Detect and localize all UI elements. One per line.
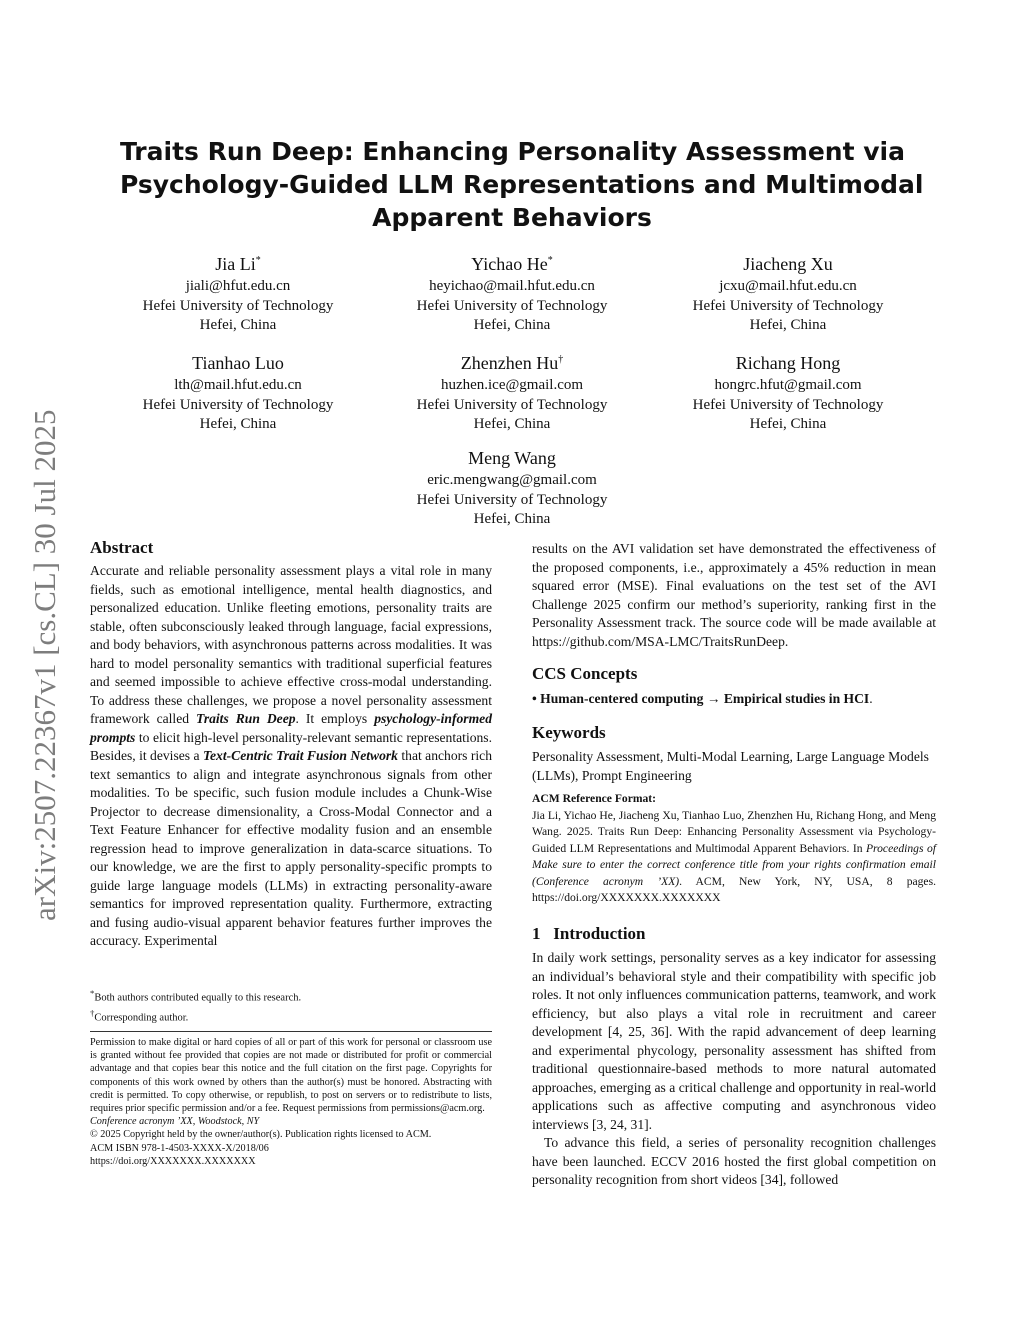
isbn-line: ACM ISBN 978-1-4503-XXXX-X/2018/06 <box>90 1142 269 1154</box>
author-block <box>643 250 933 336</box>
introduction-paragraph: To advance this field, a series of personality recognition challenges have been launched. ECCV 2016 hosted the first global competition on personality recognition from short videos [34], followed <box>532 1135 936 1187</box>
author-name: Zhenzhen Hu <box>460 353 559 373</box>
abstract-continued <box>532 540 936 651</box>
introduction-section <box>532 924 936 1190</box>
title-line: Apparent Behaviors <box>372 203 652 232</box>
author-name: Yichao He <box>471 254 548 274</box>
author-block <box>367 349 657 435</box>
author-affiliation: Hefei University of Technology <box>416 297 608 314</box>
author-affiliation: Hefei University of Technology <box>142 297 334 314</box>
corresponding-author-mark: † <box>558 354 564 365</box>
author-location: Hefei, China <box>199 317 277 333</box>
proceedings-title: Proceedings of Make sure to enter the correct conference title from your rights confirmation email (Conference acronym ’XX) <box>532 841 936 888</box>
author-location: Hefei, China <box>749 317 827 333</box>
author-email: jcxu@mail.hfut.edu.cn <box>719 278 857 294</box>
author-location: Hefei, China <box>473 511 551 527</box>
framework-name: Traits Run Deep <box>196 711 296 726</box>
author-block <box>367 444 657 530</box>
author-email: hongrc.hfut@gmail.com <box>714 377 862 393</box>
author-location: Hefei, China <box>199 416 277 432</box>
paper-title <box>120 135 924 234</box>
author-name: Richang Hong <box>735 353 841 373</box>
keywords-section <box>532 723 936 785</box>
author-email: heyichao@mail.hfut.edu.cn <box>429 278 595 294</box>
author-name: Tianhao Luo <box>192 353 284 373</box>
author-affiliation: Hefei University of Technology <box>142 396 334 413</box>
arxiv-identifier: arXiv:2507.22367v1 [cs.CL] 30 Jul 2025 <box>27 409 62 921</box>
equal-contribution-mark: * <box>255 255 261 266</box>
section-number: 1 <box>532 924 541 943</box>
acm-reference-format <box>532 791 936 907</box>
author-location: Hefei, China <box>749 416 827 432</box>
author-affiliation: Hefei University of Technology <box>692 297 884 314</box>
keywords-heading: Keywords <box>532 723 606 742</box>
author-location: Hefei, China <box>473 416 551 432</box>
author-location: Hefei, China <box>473 317 551 333</box>
author-name: Meng Wang <box>468 448 556 468</box>
permission-divider <box>90 1031 492 1032</box>
author-block <box>367 250 657 336</box>
author-email: huzhen.ice@gmail.com <box>440 377 584 393</box>
ccs-section <box>532 664 936 708</box>
author-block <box>93 349 383 435</box>
doi-line: https://doi.org/XXXXXXX.XXXXXXX <box>90 1155 256 1167</box>
title-line: Traits Run Deep: Enhancing Personality Assessment via <box>120 137 905 166</box>
author-email: lth@mail.hfut.edu.cn <box>174 377 302 393</box>
equal-contribution-footnote: *Both authors contributed equally to this research. <box>90 988 302 1004</box>
equal-contribution-mark: * <box>547 255 553 266</box>
introduction-paragraph: In daily work settings, personality serves as a key indicator for assessing an individual’s behavioral style and their compatibility with specific job roles. It not only influences communication patterns, teamwork, and work efficiency, but also plays a vital role in recruitment and career development [4, 25, 36]. With the rapid advancement of deep learning and experimental phycology, personality assessment has shifted from traditional questionnaire-based methods to more natural automated approaches, emerging as a critical challenge and opportunity in real-world applications such as affective computing and asynchronous video interviews [3, 24, 31]. <box>532 950 936 1132</box>
keywords-text: Personality Assessment, Multi-Modal Learning, Large Language Models (LLMs), Prompt Engineering <box>532 749 929 783</box>
author-email: eric.mengwang@gmail.com <box>427 472 597 488</box>
fusion-network-term: Text-Centric Trait Fusion Network <box>202 748 398 763</box>
author-footnotes <box>90 986 492 1025</box>
ccs-item: • Human-centered computing → Empirical studies in HCI. <box>532 691 873 706</box>
conference-venue: Conference acronym ’XX, Woodstock, NY <box>90 1116 260 1128</box>
acm-reference-heading: ACM Reference Format: <box>532 792 657 805</box>
permission-notice <box>90 1036 492 1168</box>
abstract-heading: Abstract <box>90 538 154 557</box>
ccs-heading: CCS Concepts <box>532 664 638 683</box>
acm-reference-text: Jia Li, Yichao He, Jiacheng Xu, Tianhao Luo, Zhenzhen Hu, Richang Hong, and Meng Wang. 2025. Traits Run Deep: Enhancing Personality Assessment via Psychology-Guided LLM Representations and Multimodal Apparent Behaviors. In Proceedings of Make sure to enter the correct conference title from your rights confirmation email (Conference acronym ’XX). ACM, New York, NY, USA, 8 pages. https://doi.org/XXXXXXX.XXXXXXX <box>532 808 936 904</box>
author-affiliation: Hefei University of Technology <box>692 396 884 413</box>
prompts-term: psychology-informed prompts <box>90 711 492 745</box>
copyright-line: © 2025 Copyright held by the owner/author(s). Publication rights licensed to ACM. <box>90 1129 432 1141</box>
permission-text: Permission to make digital or hard copies of all or part of this work for personal or classroom use is granted without fee provided that copies are not made or distributed for profit or commercial advantage and that copies bear this notice and the full citation on the first page. Copyrights for components of this work owned by others than the author(s) must be honored. Abstracting with credit is permitted. To copy otherwise, or republish, to post on servers or to redistribute to lists, requires prior specific permission and/or a fee. Request permissions from permissions@acm.org. <box>90 1037 492 1115</box>
abstract-section <box>90 538 492 951</box>
author-affiliation: Hefei University of Technology <box>416 396 608 413</box>
author-block <box>93 250 383 336</box>
abstract-text: Accurate and reliable personality assessment plays a vital role in many fields, such as emotional intelligence, mental health diagnostics, and personalized education. Unlike fleeting emotions, personality traits are stable, often subconsciously leaked through language, facial expressions, and body behaviors, with asynchronous patterns across modalities. It was hard to model personality semantics with traditional superficial features and seemed impossible to achieve effective cross-modal understanding. To address these challenges, we propose a novel personality assessment framework called Traits Run Deep. It employs psychology-informed prompts to elicit high-level personality-relevant semantic representations. Besides, it devises a Text-Centric Trait Fusion Network that anchors rich text semantics to align and integrate asynchronous signals from other modalities. To be specific, such fusion module includes a Chunk-Wise Projector to decrease dimensionality, a Cross-Modal Connector and a Text Feature Enhancer for effective modality fusion and an ensemble regression head to improve generalization in data-scarce situations. To our knowledge, we are the first to apply personality-specific prompts to guide large language models (LLMs) in extracting personality-aware semantics for improved representation quality. Furthermore, extracting and fusing audio-visual apparent behavior features further improves the accuracy. Experimental <box>90 563 492 948</box>
introduction-heading: 1 Introduction <box>532 924 646 943</box>
author-affiliation: Hefei University of Technology <box>416 491 608 508</box>
author-name: Jia Li <box>215 254 256 274</box>
abstract-text-continued: results on the AVI validation set have demonstrated the effectiveness of the proposed components, i.e., approximately a 45% reduction in mean squared error (MSE). Final evaluations on the test set of the AVI Challenge 2025 confirm our method’s superiority, ranking first in the Personality Assessment track. The source code will be made available at https://github.com/MSA-LMC/TraitsRunDeep. <box>532 541 936 649</box>
corresponding-footnote: †Corresponding author. <box>90 1007 189 1023</box>
author-name: Jiacheng Xu <box>743 254 833 274</box>
author-email: jiali@hfut.edu.cn <box>185 278 291 294</box>
author-block <box>643 349 933 435</box>
title-line: Psychology-Guided LLM Representations and Multimodal <box>120 170 924 199</box>
